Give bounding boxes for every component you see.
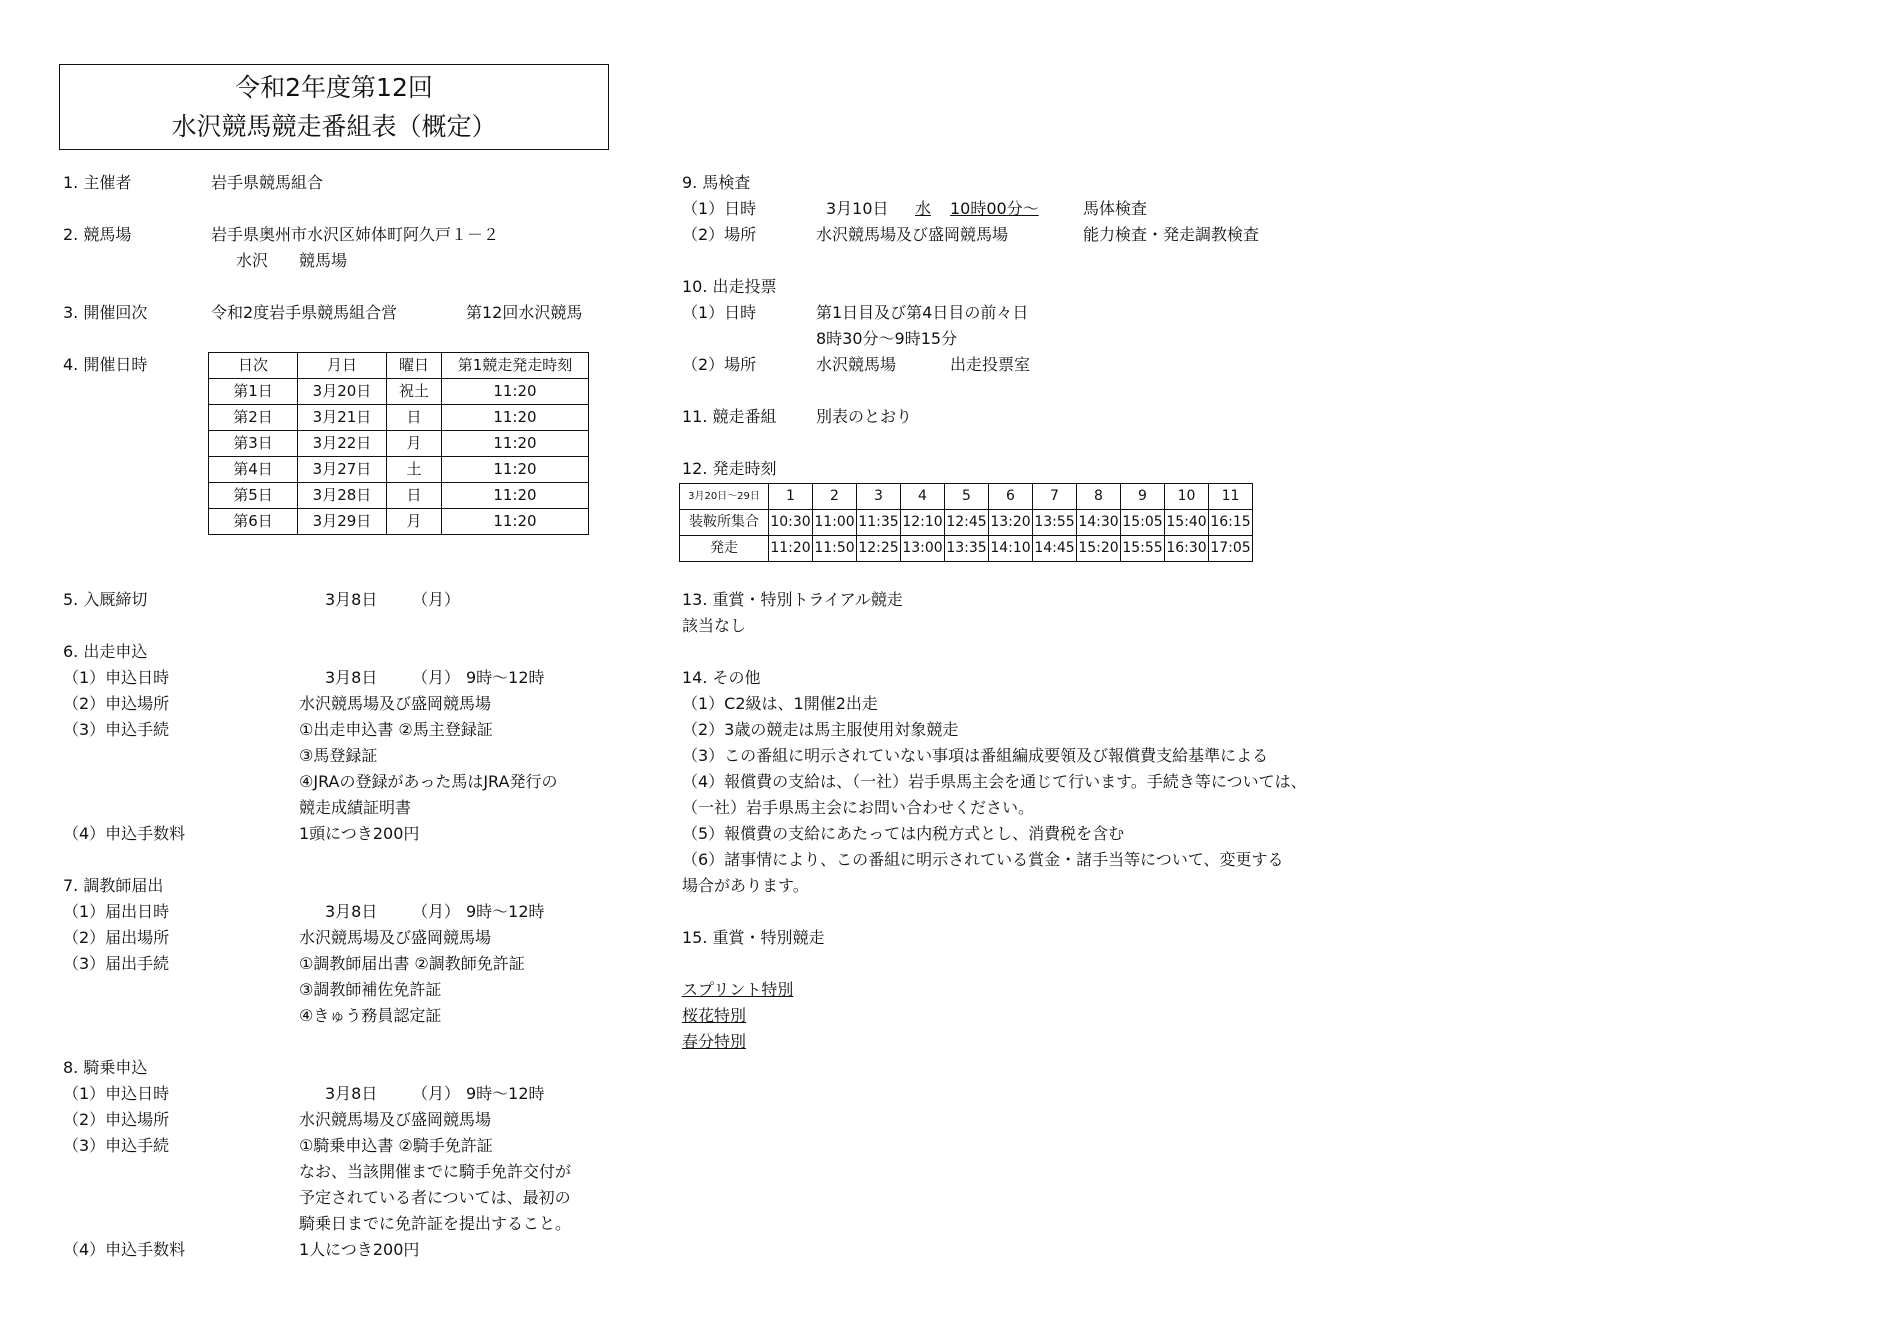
s5-label: 5. 入厩締切 <box>63 590 148 609</box>
s2-value2b: 競馬場 <box>299 251 348 270</box>
race-number: 11 <box>1209 484 1253 510</box>
schedule-cell: 月 <box>387 509 442 535</box>
s8-r3-v4: 騎乗日までに免許証を提出すること。 <box>299 1214 572 1233</box>
start-time-header-row <box>680 484 1253 510</box>
special-race-link[interactable]: 春分特別 <box>682 1032 747 1051</box>
s9-label: 9. 馬検査 <box>682 173 751 192</box>
schedule-cell: 11:20 <box>442 509 589 535</box>
assembly-time: 15:05 <box>1121 510 1165 536</box>
s6-r3-v1: ①出走申込書 ②馬主登録証 <box>299 720 493 739</box>
start-time: 14:10 <box>989 536 1033 562</box>
schedule-cell: 11:20 <box>442 457 589 483</box>
special-race-link[interactable]: スプリント特別 <box>682 980 794 999</box>
s7-r1-time: 9時～12時 <box>466 902 545 921</box>
start-time: 17:05 <box>1209 536 1253 562</box>
s7-r2-value: 水沢競馬場及び盛岡競馬場 <box>299 928 492 947</box>
s15-label: 15. 重賞・特別競走 <box>682 928 825 947</box>
s7-r1-dow: （月） <box>412 902 461 921</box>
schedule-cell: 日 <box>387 483 442 509</box>
s8-r4-label: （4）申込手数料 <box>63 1240 186 1259</box>
schedule-cell: 3月21日 <box>298 405 387 431</box>
schedule-cell: 第5日 <box>209 483 298 509</box>
s8-r3-v3: 予定されている者については、最初の <box>299 1188 571 1207</box>
s11-label: 11. 競走番組 <box>682 407 777 426</box>
s5-date: 3月8日 <box>325 590 378 609</box>
s2-value1: 岩手県奥州市水沢区姉体町阿久戸１－２ <box>211 225 500 244</box>
schedule-header-cell: 曜日 <box>387 353 442 379</box>
s8-r4-value: 1人につき200円 <box>299 1240 420 1259</box>
s14-line: （4）報償費の支給は、（一社）岩手県馬主会を通じて行います。手続き等については、 <box>682 772 1307 791</box>
assembly-time: 12:10 <box>901 510 945 536</box>
race-number: 8 <box>1077 484 1121 510</box>
s14-line: （2）3歳の競走は馬主服使用対象競走 <box>682 720 959 739</box>
race-number: 1 <box>769 484 813 510</box>
schedule-cell: 第4日 <box>209 457 298 483</box>
s11-value: 別表のとおり <box>816 407 913 426</box>
start-time: 13:00 <box>901 536 945 562</box>
schedule-cell: 土 <box>387 457 442 483</box>
schedule-cell: 11:20 <box>442 379 589 405</box>
schedule-row <box>209 509 589 535</box>
s7-r3-v2: ③調教師補佐免許証 <box>299 980 442 999</box>
s14-label: 14. その他 <box>682 668 761 687</box>
s4-label: 4. 開催日時 <box>63 355 148 374</box>
s1-label: 1. 主催者 <box>63 173 132 192</box>
s6-r3-v2: ③馬登録証 <box>299 746 378 765</box>
s7-label: 7. 調教師届出 <box>63 876 164 895</box>
s10-r2-place: 水沢競馬場 <box>816 355 897 374</box>
s3-value1: 令和2度岩手県競馬組合営 <box>211 303 398 322</box>
s1-value: 岩手県競馬組合 <box>211 173 324 192</box>
s8-label: 8. 騎乗申込 <box>63 1058 148 1077</box>
race-number: 2 <box>813 484 857 510</box>
assembly-time: 11:35 <box>857 510 901 536</box>
s6-r4-label: （4）申込手数料 <box>63 824 186 843</box>
s12-label: 12. 発走時刻 <box>682 459 777 478</box>
s13-label: 13. 重賞・特別トライアル競走 <box>682 590 903 609</box>
schedule-row <box>209 379 589 405</box>
start-row-label: 発走 <box>680 536 769 562</box>
schedule-cell: 第1日 <box>209 379 298 405</box>
assembly-time: 15:40 <box>1165 510 1209 536</box>
schedule-cell: 3月28日 <box>298 483 387 509</box>
assembly-time: 16:15 <box>1209 510 1253 536</box>
s6-r1-dow: （月） <box>412 668 461 687</box>
title-line2: 水沢競馬競走番組表（概定） <box>171 112 497 141</box>
start-time: 13:35 <box>945 536 989 562</box>
special-race-link[interactable]: 桜花特別 <box>682 1006 747 1025</box>
s7-r2-label: （2）届出場所 <box>63 928 170 947</box>
title-box <box>59 64 609 150</box>
s9-r1-dow: 水 <box>915 199 932 218</box>
schedule-header-row <box>209 353 589 379</box>
schedule-cell: 月 <box>387 431 442 457</box>
s2-label: 2. 競馬場 <box>63 225 132 244</box>
start-time: 15:55 <box>1121 536 1165 562</box>
s10-r1-v1: 第1日目及び第4日目の前々日 <box>816 303 1029 322</box>
race-number: 7 <box>1033 484 1077 510</box>
schedule-cell: 11:20 <box>442 483 589 509</box>
start-time-corner: 3月20日～29日 <box>680 484 769 510</box>
s2-value2a: 水沢 <box>236 251 269 270</box>
schedule-cell: 3月27日 <box>298 457 387 483</box>
assembly-time: 12:45 <box>945 510 989 536</box>
race-number: 6 <box>989 484 1033 510</box>
s6-r1-date: 3月8日 <box>325 668 378 687</box>
start-time-table <box>679 483 1253 562</box>
schedule-cell: 第6日 <box>209 509 298 535</box>
schedule-header-cell: 日次 <box>209 353 298 379</box>
s9-r2-value: 能力検査・発走調教検査 <box>1083 225 1260 244</box>
start-time: 11:50 <box>813 536 857 562</box>
start-row <box>680 536 1253 562</box>
s8-r2-label: （2）申込場所 <box>63 1110 170 1129</box>
schedule-cell: 11:20 <box>442 405 589 431</box>
s7-r1-label: （1）届出日時 <box>63 902 170 921</box>
s5-dow: （月） <box>412 590 461 609</box>
assembly-row-label: 装鞍所集合 <box>680 510 769 536</box>
s14-line: （5）報償費の支給にあたっては内税方式とし、消費税を含む <box>682 824 1125 843</box>
race-number: 5 <box>945 484 989 510</box>
s8-r2-value: 水沢競馬場及び盛岡競馬場 <box>299 1110 492 1129</box>
start-time: 11:20 <box>769 536 813 562</box>
assembly-time: 14:30 <box>1077 510 1121 536</box>
s8-r3-label: （3）申込手続 <box>63 1136 170 1155</box>
schedule-row <box>209 483 589 509</box>
schedule-cell: 第2日 <box>209 405 298 431</box>
s8-r1-dow: （月） <box>412 1084 461 1103</box>
schedule-cell: 3月29日 <box>298 509 387 535</box>
s14-line: （1）C2級は、1開催2出走 <box>682 694 878 713</box>
s10-label: 10. 出走投票 <box>682 277 777 296</box>
schedule-row <box>209 405 589 431</box>
s6-r3-v4: 競走成績証明書 <box>299 798 412 817</box>
race-number: 9 <box>1121 484 1165 510</box>
s6-r3-label: （3）申込手続 <box>63 720 170 739</box>
schedule-row <box>209 457 589 483</box>
start-time: 14:45 <box>1033 536 1077 562</box>
s10-r2-room: 出走投票室 <box>950 355 1031 374</box>
race-number: 4 <box>901 484 945 510</box>
race-number: 10 <box>1165 484 1209 510</box>
s8-r3-v1: ①騎乗申込書 ②騎手免許証 <box>299 1136 493 1155</box>
assembly-time: 11:00 <box>813 510 857 536</box>
s9-r2-label: （2）場所 <box>682 225 757 244</box>
s6-r3-v3: ④JRAの登録があった馬はJRA発行の <box>299 772 558 791</box>
s14-line: （6）諸事情により、この番組に明示されている賞金・諸手当等について、変更する <box>682 850 1284 869</box>
schedule-cell: 祝土 <box>387 379 442 405</box>
s8-r1-label: （1）申込日時 <box>63 1084 170 1103</box>
title-line1: 令和2年度第12回 <box>235 73 433 102</box>
s9-r2-place: 水沢競馬場及び盛岡競馬場 <box>816 225 1009 244</box>
s9-r1-date: 3月10日 <box>826 199 889 218</box>
assembly-time: 10:30 <box>769 510 813 536</box>
schedule-cell: 第3日 <box>209 431 298 457</box>
s7-r1-date: 3月8日 <box>325 902 378 921</box>
s6-label: 6. 出走申込 <box>63 642 148 661</box>
start-time: 12:25 <box>857 536 901 562</box>
s7-r3-label: （3）届出手続 <box>63 954 170 973</box>
s6-r1-label: （1）申込日時 <box>63 668 170 687</box>
s8-r1-time: 9時～12時 <box>466 1084 545 1103</box>
s8-r3-v2: なお、当該開催までに騎手免許交付が <box>299 1162 572 1181</box>
s6-r4-value: 1頭につき200円 <box>299 824 420 843</box>
schedule-table <box>208 352 589 535</box>
s9-r1-label: （1）日時 <box>682 199 757 218</box>
race-number: 3 <box>857 484 901 510</box>
s6-r2-value: 水沢競馬場及び盛岡競馬場 <box>299 694 492 713</box>
schedule-cell: 日 <box>387 405 442 431</box>
schedule-row <box>209 431 589 457</box>
s10-r1-label: （1）日時 <box>682 303 757 322</box>
s6-r1-time: 9時～12時 <box>466 668 545 687</box>
schedule-cell: 3月22日 <box>298 431 387 457</box>
s9-r1-time: 10時00分～ <box>950 199 1039 218</box>
s14-line: 場合があります。 <box>682 876 809 895</box>
s9-r1-value: 馬体検査 <box>1083 199 1148 218</box>
s14-line: （一社）岩手県馬主会にお問い合わせください。 <box>682 798 1035 817</box>
start-time: 16:30 <box>1165 536 1209 562</box>
s10-r1-v2: 8時30分～9時15分 <box>816 329 958 348</box>
assembly-time: 13:55 <box>1033 510 1077 536</box>
s13-value: 該当なし <box>682 616 747 635</box>
s8-r1-date: 3月8日 <box>325 1084 378 1103</box>
s3-value2: 第12回水沢競馬 <box>466 303 583 322</box>
schedule-cell: 11:20 <box>442 431 589 457</box>
start-time: 15:20 <box>1077 536 1121 562</box>
schedule-header-cell: 月日 <box>298 353 387 379</box>
assembly-row <box>680 510 1253 536</box>
schedule-header-cell: 第1競走発走時刻 <box>442 353 589 379</box>
s7-r3-v1: ①調教師届出書 ②調教師免許証 <box>299 954 525 973</box>
s14-line: （3）この番組に明示されていない事項は番組編成要領及び報償費支給基準による <box>682 746 1269 765</box>
s7-r3-v3: ④きゅう務員認定証 <box>299 1006 442 1025</box>
schedule-cell: 3月20日 <box>298 379 387 405</box>
s10-r2-label: （2）場所 <box>682 355 757 374</box>
assembly-time: 13:20 <box>989 510 1033 536</box>
s3-label: 3. 開催回次 <box>63 303 148 322</box>
s6-r2-label: （2）申込場所 <box>63 694 170 713</box>
